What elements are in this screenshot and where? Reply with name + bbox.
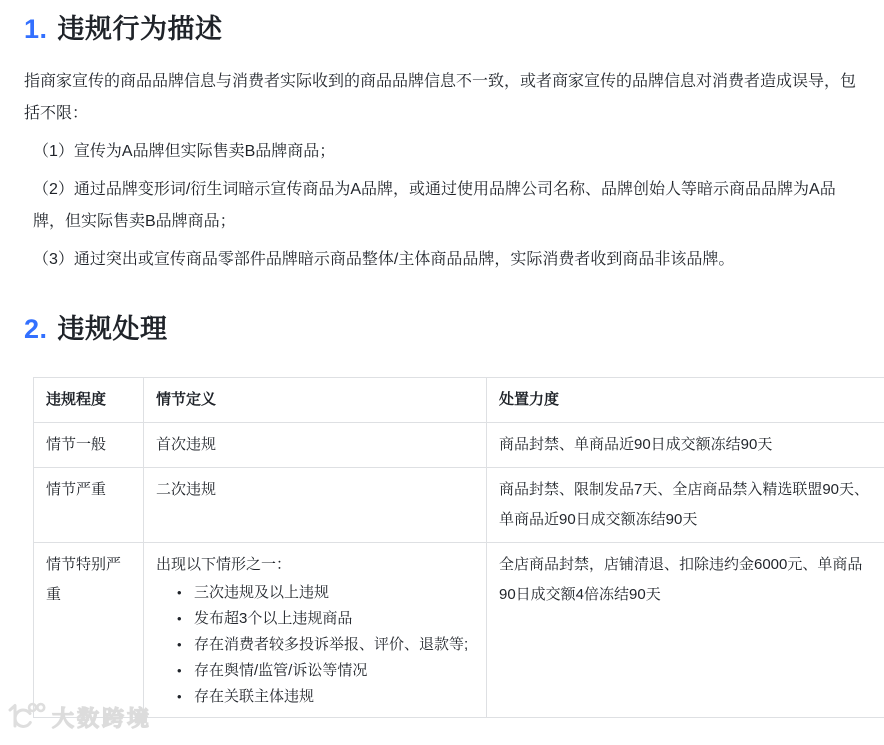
- bullet-item: • 存在关联主体违规: [177, 684, 470, 710]
- table-header-row: [34, 378, 884, 423]
- cell-degree-general: 情节一般: [34, 423, 144, 468]
- cell-degree-extra-serious: 情节特别严重: [34, 543, 144, 718]
- bullet-item: • 三次违规及以上违规: [177, 580, 470, 606]
- section-1-heading: [24, 0, 884, 46]
- cell-action-extra-serious: 全店商品封禁，店铺清退、扣除违约金6000元、单商品90日成交额4倍冻结90天: [487, 543, 884, 718]
- bullet-item: • 存在舆情/监管/诉讼等情况: [177, 658, 470, 684]
- header-cell-action: 处置力度: [487, 378, 884, 423]
- cell-action-general: 商品封禁、单商品近90日成交额冻结90天: [487, 423, 884, 468]
- heading-1-number: 1.: [24, 14, 48, 44]
- cell-definition-serious: 二次违规: [144, 468, 487, 543]
- bullet-item: • 发布超3个以上违规商品: [177, 606, 470, 632]
- header-cell-definition: 情节定义: [144, 378, 487, 423]
- watermark-text: 大数跨境: [52, 706, 153, 731]
- heading-2-number: 2.: [24, 314, 48, 344]
- definition-intro: 出现以下情形之一：: [156, 556, 292, 573]
- cell-definition-extra-serious: [144, 543, 487, 718]
- violation-item-3: （3）通过突出或宣传商品零部件品牌暗示商品整体/主体商品品牌，实际消费者收到商品非该品牌。: [33, 251, 735, 268]
- heading-2-title: 违规处理: [57, 314, 168, 344]
- violation-item-1: （1）宣传为A品牌但实际售卖B品牌商品；: [33, 143, 336, 160]
- table-row-extra-serious: [34, 543, 884, 718]
- bullet-item: • 存在消费者较多投诉举报、评价、退款等;: [177, 632, 470, 658]
- violation-item-2: （2）通过品牌变形词/衍生词暗示宣传商品为A品牌，或通过使用品牌公司名称、品牌创始人等暗示商品品牌为A品牌，但实际售卖B品牌商品；: [33, 181, 836, 230]
- section-1-paragraph: 指商家宣传的商品品牌信息与消费者实际收到的商品品牌信息不一致，或者商家宣传的品牌信息对消费者造成误导，包括不限：: [24, 73, 857, 122]
- section-2-heading: [24, 312, 884, 346]
- table-row-serious: [34, 468, 884, 543]
- table-row-general: [34, 423, 884, 468]
- definition-bullet-list: [156, 580, 470, 710]
- violation-penalty-table: [33, 377, 884, 718]
- cell-action-serious: 商品封禁、限制发品7天、全店商品禁入精选联盟90天、单商品近90日成交额冻结90天: [487, 468, 884, 543]
- heading-1-title: 违规行为描述: [57, 14, 223, 44]
- cell-definition-general: 首次违规: [144, 423, 487, 468]
- cell-degree-serious: 情节严重: [34, 468, 144, 543]
- header-cell-degree: 违规程度: [34, 378, 144, 423]
